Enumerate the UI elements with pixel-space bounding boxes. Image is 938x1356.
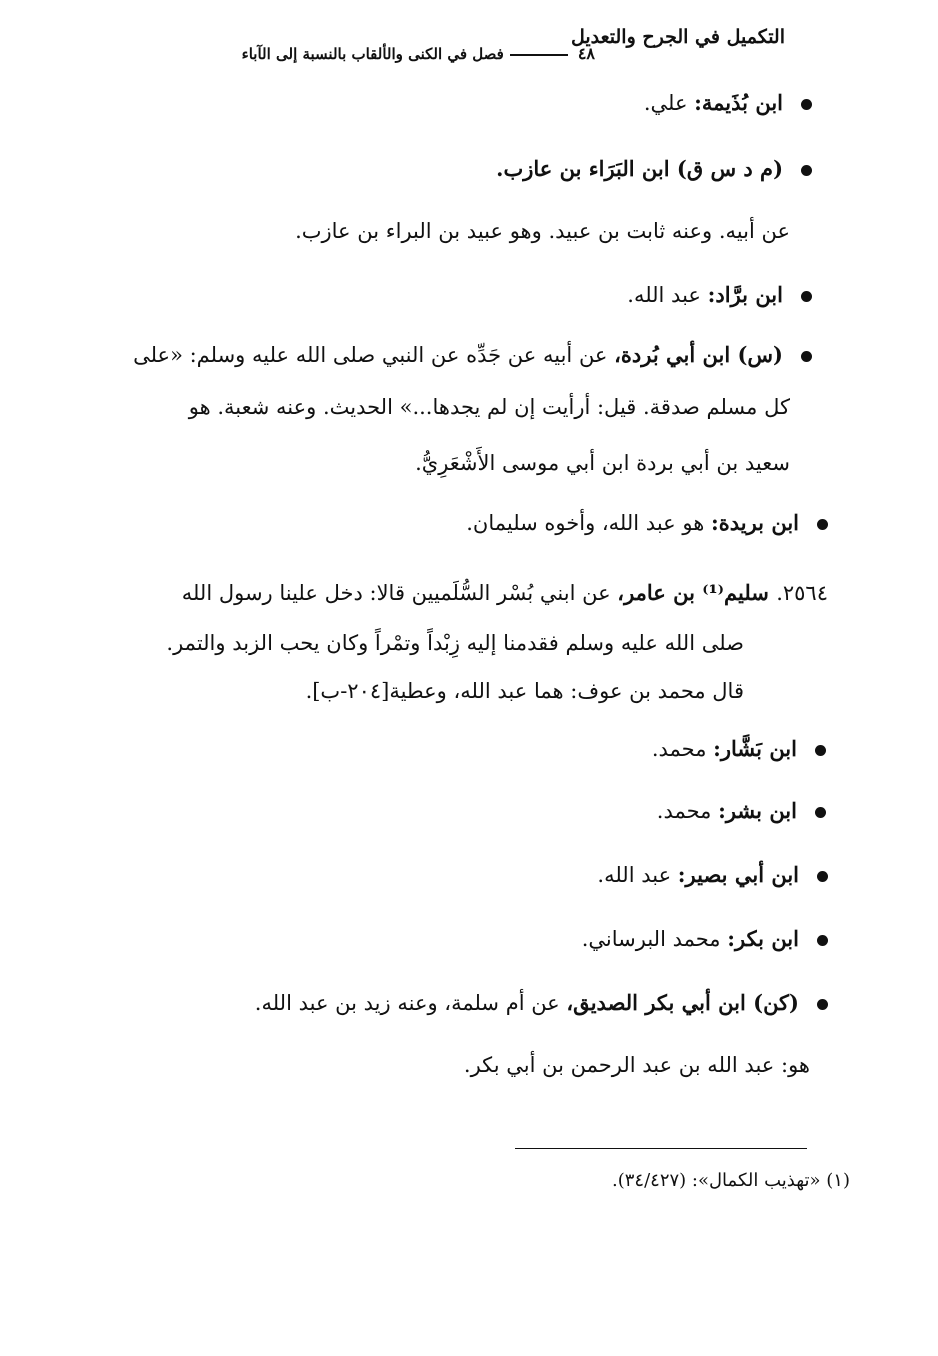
entry-text-continued: سعيد بن أبي بردة ابن أبي موسى الأَشْعَرِيُّ. — [415, 451, 790, 475]
entry-name: (كن) ابن أبي بكر الصديق، — [566, 990, 799, 1015]
entry-name: سليم⁽¹⁾ بن عامر، — [617, 580, 777, 605]
entry-body: هو: عبد الله بن عبد الرحمن بن أبي بكر. — [463, 1053, 810, 1077]
entry-text-continued: قال محمد بن عوف: هما عبد الله، وعطية[٢٠٤-ب]. — [305, 679, 744, 703]
bullet-icon — [801, 351, 812, 362]
entry-number: ٢٥٦٤. — [776, 581, 828, 605]
bullet-icon — [815, 745, 826, 756]
entry-name: (س) ابن أبي بُردة، — [614, 342, 783, 367]
bullet-icon — [801, 165, 812, 176]
bullet-icon — [815, 807, 826, 818]
entry-ibn-bashshar — [652, 734, 826, 764]
bullet-icon — [817, 999, 828, 1010]
entry-ibn-abi-bakr-al-siddiq — [255, 988, 828, 1018]
chapter-subtitle: فصل في الكنى والألقاب بالنسبة إلى الآباء — [241, 45, 504, 63]
entry-text-continued: صلى الله عليه وسلم فقدمنا إليه زِبْداً وتمْراً وكان يحب الزبد والتمر. — [166, 631, 744, 655]
page-number: ٤٨ — [577, 44, 595, 63]
entry-ibn-bishr — [657, 796, 826, 826]
bullet-icon — [817, 871, 828, 882]
entry-ibn-budhaymah — [644, 88, 812, 118]
header-subline — [242, 44, 595, 63]
entry-text: محمد. — [651, 737, 714, 761]
entry-name: ابن بكر: — [727, 926, 799, 951]
entry-ibn-abi-burdah — [133, 340, 812, 370]
entry-text: عن ابني بُسْر السُّلَميين قالا: دخل علينا رسول الله — [181, 581, 618, 605]
entry-text: هو عبد الله، وأخوه سليمان. — [466, 511, 711, 535]
entry-name: ابن برَّاد: — [707, 282, 783, 307]
entry-name: ابن بريدة: — [710, 510, 799, 535]
entry-text: عن أبيه عن جَدِّه عن النبي صلى الله عليه وسلم: «على — [133, 343, 615, 367]
entry-body: عن أبيه. وعنه ثابت بن عبيد. وهو عبيد بن البراء بن عازب. — [295, 219, 790, 243]
entry-ibn-al-bara — [496, 154, 812, 184]
page-header — [130, 26, 785, 72]
entry-text: عبد الله. — [597, 863, 678, 887]
entry-ibn-barrad — [627, 280, 812, 310]
footnote: (١) «تهذيب الكمال»: (٣٤/٤٢٧). — [612, 1170, 850, 1191]
entry-text-continued: كل مسلم صدقة. قيل: أرأيت إن لم يجدها...» الحديث. وعنه شعبة. هو — [188, 395, 790, 419]
bullet-icon — [817, 519, 828, 530]
bullet-icon — [817, 935, 828, 946]
entry-ibn-bakr — [582, 924, 828, 954]
entry-text: محمد. — [656, 799, 719, 823]
footnote-divider — [515, 1148, 807, 1149]
entry-name: ابن أبي بصير: — [677, 862, 799, 887]
entry-name: ابن بشر: — [718, 798, 797, 823]
entry-ibn-abi-basir — [597, 860, 828, 890]
entry-2564-sulaym — [182, 578, 828, 608]
entry-name: (م د س ق) ابن البَرَاء بن عازب. — [496, 156, 783, 181]
entry-ibn-buraydah — [466, 508, 828, 538]
bullet-icon — [801, 291, 812, 302]
entry-text: عبد الله. — [627, 283, 708, 307]
book-title: التكميل في الجرح والتعديل — [570, 26, 785, 48]
entry-name: ابن بَشَّار: — [713, 736, 797, 761]
entry-name: ابن بُذَيمة: — [694, 90, 783, 115]
bullet-icon — [801, 99, 812, 110]
entry-text: محمد البرساني. — [581, 927, 728, 951]
entry-text: عن أم سلمة، وعنه زيد بن عبد الله. — [254, 991, 567, 1015]
header-dash — [510, 54, 568, 56]
entry-text: علي. — [643, 91, 695, 115]
